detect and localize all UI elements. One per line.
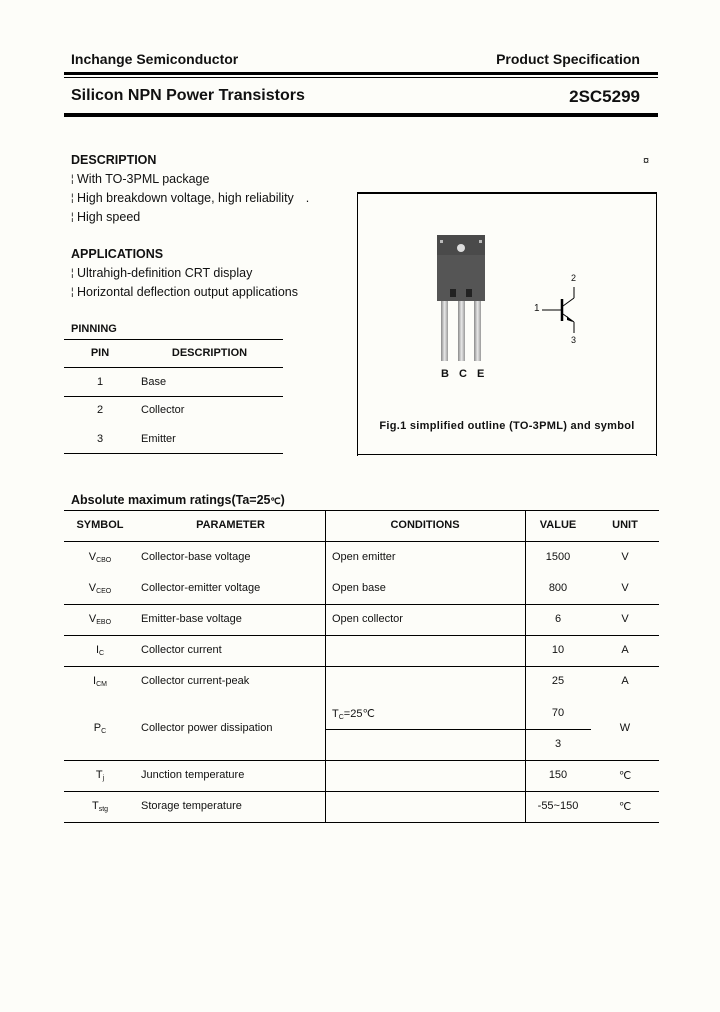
rating-value: 1500 xyxy=(545,551,571,563)
lead-label-emitter: E xyxy=(477,368,485,380)
pinning-rule xyxy=(64,339,283,340)
bullet-icon: ¦ xyxy=(71,287,74,298)
doc-type: Product Specification xyxy=(496,51,640,67)
rating-value: 70 xyxy=(551,707,565,719)
ratings-heading: Absolute maximum ratings(Ta=25℃) xyxy=(71,493,285,507)
pin-description: Emitter xyxy=(141,433,176,445)
rating-value: 10 xyxy=(551,644,565,656)
rating-parameter: Collector-emitter voltage xyxy=(141,582,261,594)
pinning-rule xyxy=(64,396,283,397)
header-rule-thin xyxy=(64,77,658,78)
title-rule xyxy=(64,113,658,117)
description-heading: DESCRIPTION xyxy=(71,153,157,167)
rating-symbol: $V_{CEO}$ xyxy=(88,582,112,595)
pin-number: 3 xyxy=(96,433,104,445)
part-number: 2SC5299 xyxy=(569,87,640,106)
rating-parameter: Storage temperature xyxy=(141,800,242,812)
rating-condition: Open base xyxy=(332,582,386,594)
ratings-rule xyxy=(64,760,659,761)
company-name: Inchange Semiconductor xyxy=(71,51,239,67)
rating-parameter: Emitter-base voltage xyxy=(141,613,242,625)
ratings-rule xyxy=(64,604,659,605)
ratings-rule xyxy=(64,510,659,511)
rating-unit: ℃ xyxy=(618,770,632,782)
rating-parameter: Collector-base voltage xyxy=(141,551,251,563)
conditions-column-header: CONDITIONS xyxy=(390,519,460,531)
rating-unit: A xyxy=(621,675,629,687)
rating-value: 6 xyxy=(554,613,562,625)
bullet-icon: ¦ xyxy=(71,268,74,279)
parameter-column-header: PARAMETER xyxy=(196,519,265,531)
transistor-package-image xyxy=(430,230,492,365)
application-item: ¦ Horizontal deflection output applications xyxy=(71,285,298,299)
pin-description: Base xyxy=(141,376,167,388)
pinning-heading: PINNING xyxy=(71,323,117,335)
rating-condition: $T_C=25℃$ xyxy=(332,708,375,721)
description-item: ¦ With TO-3PML package xyxy=(71,172,210,186)
rating-unit: ℃ xyxy=(618,801,632,813)
rating-value: 800 xyxy=(548,582,568,594)
rating-parameter: Junction temperature xyxy=(141,769,245,781)
bullet-icon: ¦ xyxy=(71,212,74,223)
ratings-rule xyxy=(64,541,659,542)
rating-symbol: $T_j$ xyxy=(95,769,105,782)
pin-column-header: PIN xyxy=(90,347,110,359)
rating-parameter: Collector current-peak xyxy=(141,675,250,687)
unit-column-header: UNIT xyxy=(612,519,638,531)
symbol-pin-3: 3 xyxy=(571,335,577,345)
rating-unit: V xyxy=(621,551,629,563)
value-column-header: VALUE xyxy=(539,519,577,531)
ratings-rule xyxy=(64,822,659,823)
rating-unit: V xyxy=(621,613,629,625)
pin-description: Collector xyxy=(141,404,185,416)
ratings-rule xyxy=(64,791,659,792)
rating-value: 25 xyxy=(551,675,565,687)
rating-parameter: Collector current xyxy=(141,644,222,656)
rating-condition: Open emitter xyxy=(332,551,396,563)
rating-unit: V xyxy=(621,582,629,594)
lead-label-base: B xyxy=(441,368,449,380)
header-rule-thick xyxy=(64,72,658,75)
npn-transistor-symbol-icon xyxy=(540,285,585,340)
figure-bottom-rule xyxy=(357,454,657,455)
rating-symbol: $I_C$ xyxy=(95,644,105,657)
corner-mark: ¤ xyxy=(643,155,650,167)
rating-symbol: $V_{EBO}$ xyxy=(88,613,112,626)
rating-condition: Open collector xyxy=(332,613,403,625)
figure-box xyxy=(357,192,657,456)
symbol-pin-1: 1 xyxy=(534,303,540,314)
bullet-icon: ¦ xyxy=(71,174,74,185)
pin-number: 2 xyxy=(96,404,104,416)
application-item: ¦ Ultrahigh-definition CRT display xyxy=(71,266,253,280)
pin-description-column-header: DESCRIPTION xyxy=(171,347,248,359)
description-item: ¦ High breakdown voltage, high reliability . xyxy=(71,191,310,205)
applications-heading: APPLICATIONS xyxy=(71,247,164,261)
rating-symbol: $I_{CM}$ xyxy=(93,675,107,688)
rating-unit: A xyxy=(621,644,629,656)
page-title: Silicon NPN Power Transistors xyxy=(71,87,305,104)
ratings-rule xyxy=(64,666,659,667)
bullet-icon: ¦ xyxy=(71,193,74,204)
ratings-rule xyxy=(64,635,659,636)
pinning-rule xyxy=(64,367,283,368)
description-item: ¦ High speed xyxy=(71,210,141,224)
rating-value: 150 xyxy=(548,769,568,781)
rating-symbol: $P_C$ xyxy=(93,722,107,735)
rating-symbol: $V_{CBO}$ xyxy=(88,551,112,564)
rating-parameter: Collector power dissipation xyxy=(141,722,273,734)
rating-unit: W xyxy=(619,722,631,734)
rating-value: -55~150 xyxy=(537,800,579,812)
rating-value-alt: 3 xyxy=(554,738,562,750)
pin-number: 1 xyxy=(96,376,104,388)
lead-label-collector: C xyxy=(459,368,467,380)
rating-symbol: $T_{stg}$ xyxy=(91,800,109,813)
figure-caption: Fig.1 simplified outline (TO-3PML) and symbol xyxy=(379,420,635,432)
symbol-pin-2: 2 xyxy=(571,273,577,283)
symbol-column-header: SYMBOL xyxy=(76,519,124,531)
pinning-rule xyxy=(64,453,283,454)
ratings-subrule xyxy=(325,729,591,730)
